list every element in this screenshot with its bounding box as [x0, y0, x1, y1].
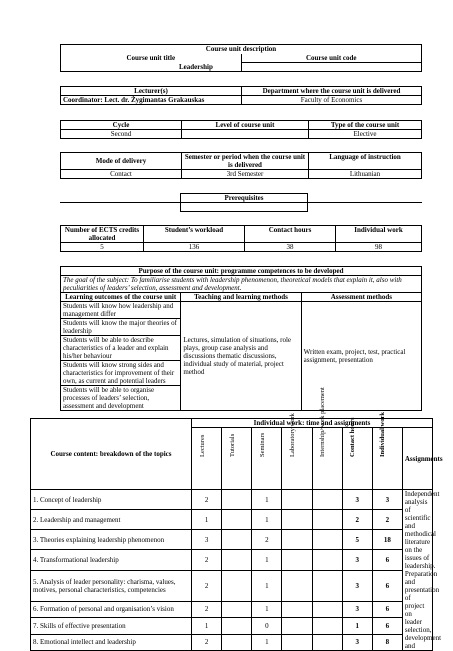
- goal-text: The goal of the subject: To familiarise students with leadership phenomenon, theoretical models that explain it, also with peculiarities of leaders’ selection, assessment and development.: [61, 276, 422, 293]
- ects-value: 5: [61, 243, 144, 252]
- outcome-item: Students will know how leadership and management differ: [61, 302, 181, 319]
- methods-header: Teaching and learning methods: [181, 293, 301, 302]
- language-value: Lithuanian: [309, 170, 422, 179]
- outcome-item: Students will know the major theories of leadership: [61, 319, 181, 336]
- col-lectures: Lectures: [192, 428, 222, 490]
- semester-value: 3rd Semester: [182, 170, 309, 179]
- credits-table: [60, 225, 422, 252]
- purpose-table: [60, 266, 422, 411]
- table-row: 4. Transformational leadership 2 1 3 6: [31, 550, 433, 570]
- assessment-header: Assessment methods: [301, 293, 421, 302]
- table-row: 1. Concept of leadership 2 1 3 3 Independent analysis of scientific and methodical literature on the issues of leadership.: [31, 490, 433, 510]
- outcome-item: Students will be able to organise processes of leaders’ selection, assessment and development: [61, 386, 181, 411]
- delivery-table: [60, 152, 422, 179]
- methods-value: Lectures, simulation of situations, role plays, group case analysis and discussions thematic discussions, individual study of material, project method: [181, 302, 301, 411]
- level-value: [182, 130, 309, 139]
- type-value: Elective: [309, 130, 422, 139]
- col-seminars: Seminars: [252, 428, 282, 490]
- level-label: Level of course unit: [182, 121, 309, 130]
- language-label: Language of instruction: [309, 153, 422, 170]
- prereq-table: [60, 193, 422, 212]
- table-row: 6. Formation of personal and organisation’s vision 2 1 3 6: [31, 601, 433, 617]
- col-internship: Internship/work placement: [312, 428, 342, 490]
- doc-title: Course unit description: [61, 45, 422, 54]
- col-contact-hours: Contact hours: [342, 428, 372, 490]
- type-label: Type of the course unit: [309, 121, 422, 130]
- course-code-value: [241, 63, 422, 72]
- prereq-value: [181, 203, 308, 212]
- assignments-text-2: Preparation and presentation of project on leader selection, development and: [402, 570, 432, 651]
- individual-label: Individual work: [336, 226, 422, 243]
- mode-label: Mode of delivery: [61, 153, 182, 170]
- outcome-item: Students will know strong sides and characteristics for improvement of their own, as current and potential leaders: [61, 361, 181, 386]
- header-table: [60, 44, 422, 72]
- coordinator-value: Coordinator: Lect. dr. Žygimantas Grakauskas: [61, 96, 242, 105]
- mode-value: Contact: [61, 170, 182, 179]
- lecturer-label: Lecturer(s): [61, 87, 242, 96]
- table-row: 3. Theories explaining leadership phenomenon 3 2 5 18: [31, 530, 433, 550]
- table-row: 7. Skills of effective presentation 1 0 1 6: [31, 618, 433, 634]
- contact-value: 38: [245, 243, 336, 252]
- workload-label: Student’s workload: [144, 226, 245, 243]
- col-individual-work: Individual work: [372, 428, 402, 490]
- table-row: 5. Analysis of leader personality: charisma, values, motives, personal characteristics, competencies 2 1 3 6 Preparation and presentation of project on leader selection, development and: [31, 570, 433, 601]
- individual-value: 98: [336, 243, 422, 252]
- outcome-item: Students will be able to describe characteristics of a leader and explain his/her behaviour: [61, 336, 181, 361]
- workload-value: 136: [144, 243, 245, 252]
- cycle-table: [60, 120, 422, 139]
- department-value: Faculty of Economics: [242, 96, 422, 105]
- purpose-heading: Purpose of the course unit: programme competences to be developed: [61, 267, 422, 276]
- ects-label: Number of ECTS credits allocated: [61, 226, 144, 243]
- course-title-label: Course unit title: [61, 54, 242, 63]
- semester-label: Semester or period when the course unit is delivered: [182, 153, 309, 170]
- breakdown-label: Course content: breakdown of the topics: [31, 419, 192, 490]
- assignments-text: Independent analysis of scientific and methodical literature on the issues of leadership.: [402, 490, 432, 571]
- assessment-value: Written exam, project, test, practical assignment, presentation: [301, 302, 421, 411]
- contact-label: Contact hours: [245, 226, 336, 243]
- assignments-label: Assignments: [402, 428, 432, 490]
- course-title-value: Leadership: [61, 63, 242, 72]
- table-row: 8. Emotional intellect and leadership 2 1 3 8: [31, 634, 433, 651]
- col-laboratory: Laboratory work: [282, 428, 312, 490]
- course-code-label: Course unit code: [241, 54, 422, 63]
- cycle-label: Cycle: [61, 121, 182, 130]
- table-row: 2. Leadership and management 1 1 2 2: [31, 510, 433, 530]
- time-heading: Individual work: time and assignments: [192, 419, 433, 428]
- cycle-value: Second: [61, 130, 182, 139]
- outcomes-header: Learning outcomes of the course unit: [61, 293, 181, 302]
- col-tutorials: Tutorials: [222, 428, 252, 490]
- lecturer-table: [60, 86, 422, 105]
- department-label: Department where the course unit is delivered: [242, 87, 422, 96]
- prereq-label: Prerequisites: [181, 194, 308, 203]
